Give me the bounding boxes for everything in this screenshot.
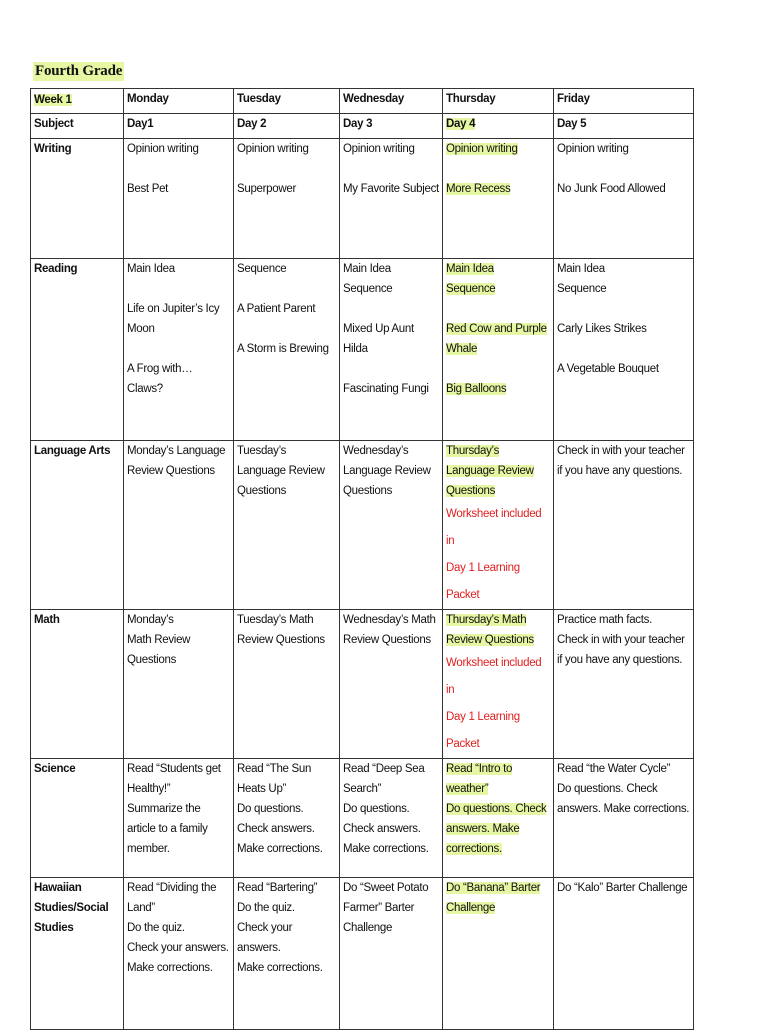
learning-packet-note: Day 1 Learning Packet: [446, 562, 520, 601]
subject-science: Science: [31, 759, 124, 878]
social-studies-row: [31, 878, 694, 1030]
worksheet-note: Worksheet included in: [446, 508, 542, 547]
weekly-schedule-table: [30, 88, 694, 1030]
math-monday: Monday’s Math Review Questions: [124, 610, 234, 759]
day-header-tuesday: Tuesday: [234, 89, 340, 114]
writing-friday: Opinion writing No Junk Food Allowed: [554, 139, 694, 259]
language-arts-row: [31, 441, 694, 610]
subject-math: Math: [31, 610, 124, 759]
math-row: [31, 610, 694, 759]
subject-writing: Writing: [31, 139, 124, 259]
day-header-wednesday: Wednesday: [340, 89, 443, 114]
reading-monday: Main Idea Life on Jupiter’s Icy Moon A Frog with… Claws?: [124, 259, 234, 441]
language-arts-monday: Monday’s Language Review Questions: [124, 441, 234, 610]
subject-label: Subject: [31, 114, 124, 139]
day-number-friday: Day 5: [554, 114, 694, 139]
reading-friday: Main Idea Sequence Carly Likes Strikes A Vegetable Bouquet: [554, 259, 694, 441]
social-studies-thursday: Do “Banana” Barter Challenge: [443, 878, 554, 1030]
science-thursday: Read “Intro to weather” Do questions. Check answers. Make corrections.: [443, 759, 554, 878]
social-studies-monday: Read “Dividing the Land” Do the quiz. Check your answers. Make corrections.: [124, 878, 234, 1030]
math-tuesday: Tuesday’s Math Review Questions: [234, 610, 340, 759]
week-label: Week 1: [31, 89, 124, 114]
subject-language-arts: Language Arts: [31, 441, 124, 610]
learning-packet-note: Day 1 Learning Packet: [446, 711, 520, 750]
day-header-friday: Friday: [554, 89, 694, 114]
worksheet-note: Worksheet included in: [446, 657, 542, 696]
reading-tuesday: Sequence A Patient Parent A Storm is Brewing: [234, 259, 340, 441]
science-monday: Read “Students get Healthy!” Summarize the article to a family member.: [124, 759, 234, 878]
math-friday: Practice math facts. Check in with your teacher if you have any questions.: [554, 610, 694, 759]
language-arts-tuesday: Tuesday’s Language Review Questions: [234, 441, 340, 610]
social-studies-wednesday: Do “Sweet Potato Farmer” Barter Challenge: [340, 878, 443, 1030]
day-number-monday: Day1: [124, 114, 234, 139]
social-studies-tuesday: Read “Bartering” Do the quiz. Check your answers. Make corrections.: [234, 878, 340, 1030]
subject-reading: Reading: [31, 259, 124, 441]
language-arts-thursday: Thursday’s Language Review Questions Worksheet included in Day 1 Learning Packet: [443, 441, 554, 610]
header-row: [31, 89, 694, 114]
science-row: [31, 759, 694, 878]
day-number-wednesday: Day 3: [340, 114, 443, 139]
day-number-tuesday: Day 2: [234, 114, 340, 139]
math-thursday: Thursday’s Math Review Questions Worksheet included in Day 1 Learning Packet: [443, 610, 554, 759]
reading-row: [31, 259, 694, 441]
math-wednesday: Wednesday’s Math Review Questions: [340, 610, 443, 759]
writing-wednesday: Opinion writing My Favorite Subject: [340, 139, 443, 259]
writing-tuesday: Opinion writing Superpower: [234, 139, 340, 259]
day-number-thursday: Day 4: [443, 114, 554, 139]
language-arts-wednesday: Wednesday’s Language Review Questions: [340, 441, 443, 610]
subject-row: [31, 114, 694, 139]
writing-thursday: Opinion writing More Recess: [443, 139, 554, 259]
science-tuesday: Read “The Sun Heats Up” Do questions. Check answers. Make corrections.: [234, 759, 340, 878]
page-title: Fourth Grade: [35, 63, 123, 79]
writing-monday: Opinion writing Best Pet: [124, 139, 234, 259]
science-wednesday: Read “Deep Sea Search” Do questions. Check answers. Make corrections.: [340, 759, 443, 878]
science-friday: Read “the Water Cycle” Do questions. Check answers. Make corrections.: [554, 759, 694, 878]
subject-social-studies: Hawaiian Studies/Social Studies: [31, 878, 124, 1030]
day-header-monday: Monday: [124, 89, 234, 114]
reading-thursday: Main Idea Sequence Red Cow and Purple Whale Big Balloons: [443, 259, 554, 441]
writing-row: [31, 139, 694, 259]
day-header-thursday: Thursday: [443, 89, 554, 114]
reading-wednesday: Main Idea Sequence Mixed Up Aunt Hilda Fascinating Fungi: [340, 259, 443, 441]
language-arts-friday: Check in with your teacher if you have any questions.: [554, 441, 694, 610]
social-studies-friday: Do “Kalo” Barter Challenge: [554, 878, 694, 1030]
